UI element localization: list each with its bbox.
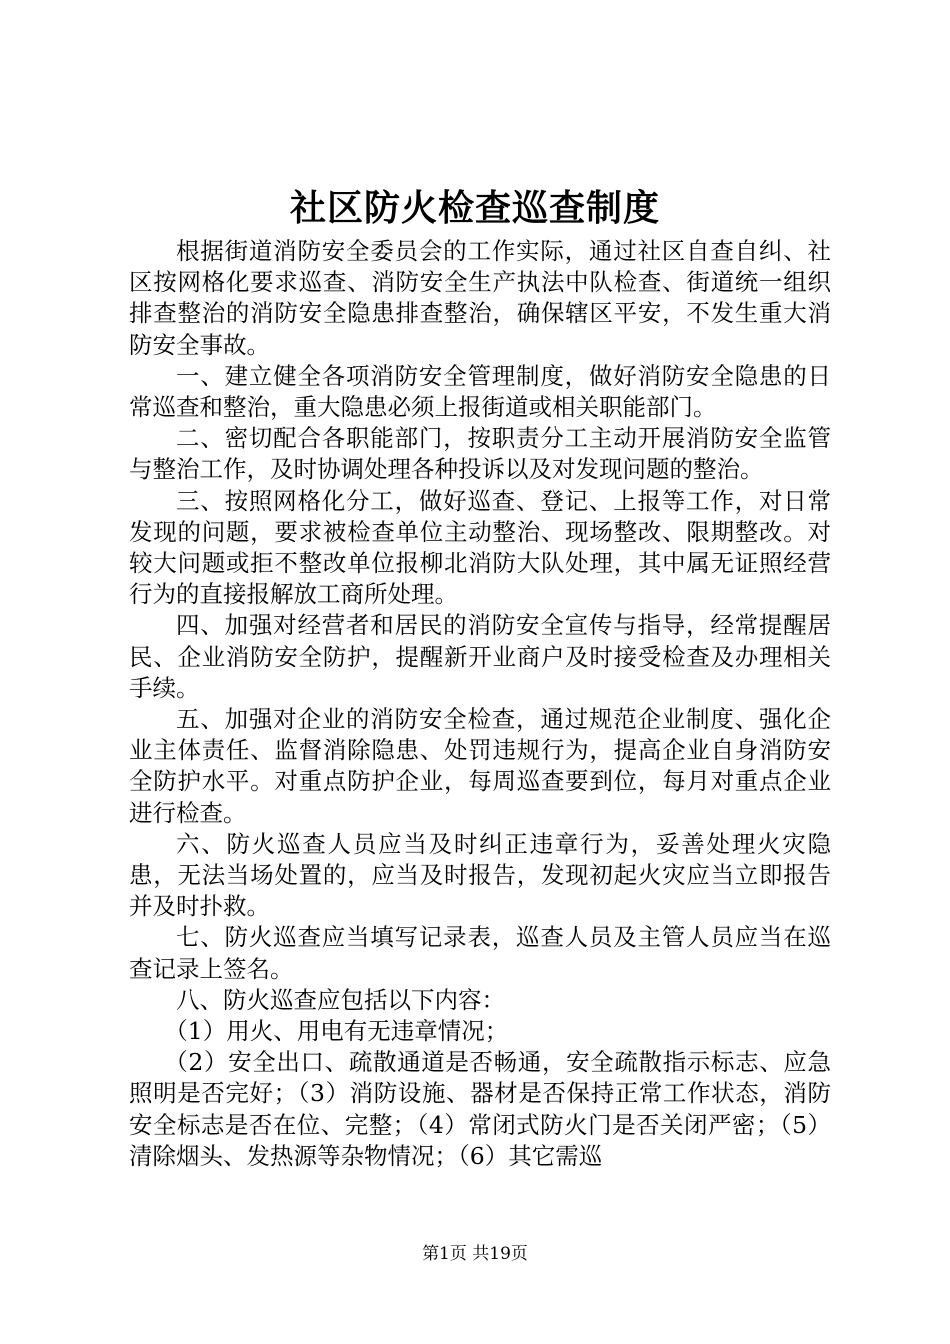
paragraph-item-2: 二、密切配合各职能部门，按职责分工主动开展消防安全监管与整治工作，及时协调处理各种投诉以及对发现问题的整治。 [129, 424, 831, 484]
page-footer: 第1页 共19页 [422, 1244, 528, 1264]
document-body [129, 236, 831, 1172]
paragraph-item-1: 一、建立健全各项消防安全管理制度，做好消防安全隐患的日常巡查和整治，重大隐患必须上报街道或相关职能部门。 [129, 361, 831, 422]
paragraph-intro: 根据街道消防安全委员会的工作实际，通过社区自查自纠、社区按网格化要求巡查、消防安全生产执法中队检查、街道统一组织排查整治的消防安全隐患排查整治，确保辖区平安，不发生重大消防安全事故。 [129, 237, 831, 359]
document-title: 社区防火检查巡查制度 [289, 187, 660, 229]
paragraph-item-7: 七、防火巡查应当填写记录表，巡查人员及主管人员应当在巡查记录上签名。 [129, 923, 831, 983]
paragraph-item-8: 八、防火巡查应包括以下内容： [176, 985, 505, 1014]
paragraph-item-6: 六、防火巡查人员应当及时纠正违章行为，妥善处理火灾隐患，无法当场处置的，应当及时报告，发现初起火灾应当立即报告并及时扑救。 [129, 829, 831, 921]
paragraph-item-4: 四、加强对经营者和居民的消防安全宣传与指导，经常提醒居民、企业消防安全防护，提醒新开业商户及时接受检查及办理相关手续。 [129, 611, 831, 702]
paragraph-subitem-2: （2）安全出口、疏散通道是否畅通，安全疏散指示标志、应急照明是否完好；（3）消防设施、器材是否保持正常工作状态，消防安全标志是否在位、完整；（4）常闭式防火门是否关闭严密；（5）清除烟头、发热源等杂物情况；（6）其它需巡 [129, 1048, 831, 1170]
paragraph-item-3: 三、按照网格化分工，做好巡查、登记、上报等工作，对日常发现的问题，要求被检查单位主动整治、现场整改、限期整改。对较大问题或拒不整改单位报柳北消防大队处理，其中属无证照经营行为的直接报解放工商所处理。 [129, 486, 831, 609]
paragraph-item-5: 五、加强对企业的消防安全检查，通过规范企业制度、强化企业主体责任、监督消除隐患、处罚违规行为，提高企业自身消防安全防护水平。对重点防护企业，每周巡查要到位，每月对重点企业进行检查。 [129, 705, 831, 827]
paragraph-subitem-1: （1）用火、用电有无违章情况； [164, 1017, 509, 1046]
